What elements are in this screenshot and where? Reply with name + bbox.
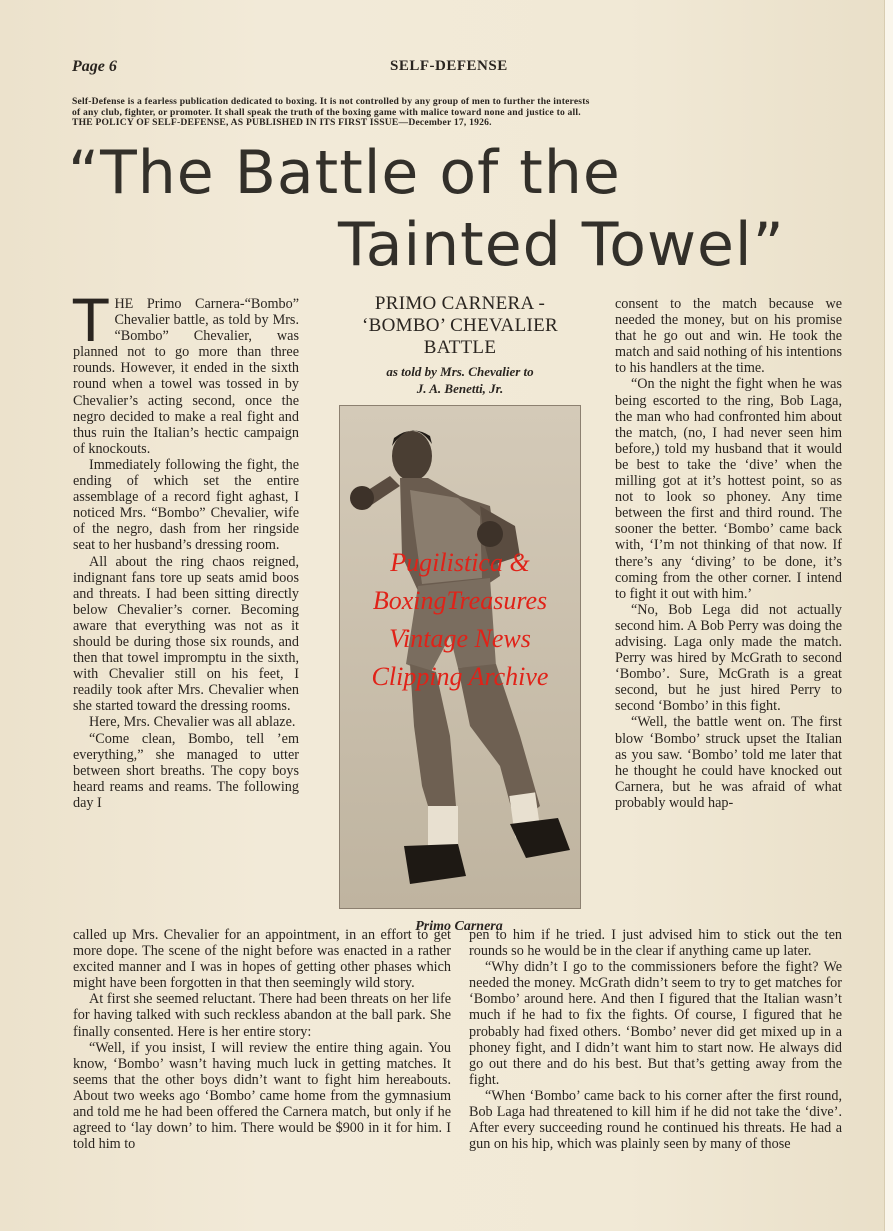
watermark-line: BoxingTreasures — [372, 586, 548, 615]
paragraph: Immediately following the fight, the ending of which set the entire assemblage of a record fight aghast, I noticed Mrs. “Bombo” Chevalier, wife of the negro, dash from her ringside seat to her husband’s dressing room. — [73, 456, 299, 554]
watermark-line: Pugilistica & — [390, 548, 530, 577]
paragraph: “Come clean, Bombo, tell ’em everything,” she managed to utter between short breaths. The copy boys heard reams and reams. The following day I — [73, 730, 299, 811]
policy-line: of any club, fighter, or promoter. It shall speak the truth of the boxing game with malice toward none and justice to all. — [72, 107, 581, 118]
paragraph: consent to the match because we needed the money, but on his promise that he go out and win. He took the match and said nothing of his intentions to his handlers at the time. — [615, 296, 842, 377]
paragraph: HE Primo Carnera-“Bombo” Chevalier battle, as told by Mrs. “Bombo” Chevalier, was planned not to go more than three rounds. However, it ended in the sixth round when a towel was tossed in by Chevalier’s acting second, once the negro decided to make a real fight and thus ruin the Italian’s hectic campaign of knockouts. — [73, 296, 299, 457]
photo-caption: Primo Carnera — [415, 919, 503, 934]
policy-line: Self-Defense is a fearless publication dedicated to boxing. It is not controlled by any group of men to further the interests — [72, 97, 590, 107]
paragraph: “Well, if you insist, I will review the entire thing again. You know, ‘Bombo’ wasn’t having much luck in getting matches. It seems that the other boys didn’t want to fight him hereabouts. About two weeks ago ‘Bombo’ came home from the gymnasium and told me he had been offered the Carnera match, but only if he agreed to ‘lay down’ to him. There would be $900 in it for him. I told him to — [73, 1039, 451, 1153]
subhead-line: BATTLE — [423, 337, 497, 358]
publication-name: SELF-DEFENSE — [390, 58, 508, 74]
paragraph: called up Mrs. Chevalier for an appointment, in an effort to get more dope. The scene of the night before was enacted in a rather excited manner and I was in hopes of getting other phases which might have been forgotten in that then seemingly wild story. — [73, 927, 451, 992]
paragraph: “On the night the fight when he was being escorted to the ring, Bob Laga, the man who had confronted him about the match, (no, I had never seen him before,) told my husband that it would be best to take the ‘dive’ when the milling got at it’s hottest point, so as not to look so phoney. Any time between the first and third round. The sooner the better. ‘Bombo’ came back with, ‘I’m not thinking of that now. If there’s any ‘diving’ to be done, it’s coming from the other corner. I intend to fight it out with him.’ — [615, 376, 842, 602]
subhead-line: PRIMO CARNERA - — [374, 293, 546, 314]
byline-line: as told by Mrs. Chevalier to — [386, 364, 534, 379]
paragraph: pen to him if he tried. I just advised him to stick out the ten rounds so he would be in the clear if anything came up later. — [469, 927, 842, 960]
article-column-lower-right — [469, 927, 842, 1152]
policy-statement — [72, 97, 844, 129]
article-column-lower-left — [73, 927, 451, 1152]
paragraph: At first she seemed reluctant. There had been threats on her life for having talked with such reckless abandon at the ball park. She finally consented. Here is her entire story: — [73, 991, 451, 1040]
headline-line-1: “The Battle of the — [68, 138, 621, 208]
policy-line: THE POLICY OF SELF-DEFENSE, AS PUBLISHED IN ITS FIRST ISSUE—December 17, 1926. — [72, 118, 492, 128]
watermark-line: Clipping Archive — [371, 662, 549, 691]
byline — [310, 363, 610, 397]
subhead-line: ‘BOMBO’ CHEVALIER — [362, 315, 558, 336]
archive-watermark — [330, 544, 590, 696]
article-column-1 — [73, 287, 299, 811]
subheadline — [310, 293, 610, 397]
drop-cap: T — [73, 287, 109, 355]
byline-line: J. A. Benetti, Jr. — [416, 381, 504, 396]
paragraph: “No, Bob Lega did not actually second him. A Bob Perry was doing the advising. Laga only made the match. Perry was hired by McGrath to second ‘Bombo’. Sure, McGrath is a great second, but he just hired Perry to second ‘Bombo’ in this fight. — [615, 601, 842, 715]
page-number: Page 6 — [72, 58, 117, 75]
paragraph: “When ‘Bombo’ came back to his corner after the first round, Bob Laga had threatened to kill him if he did not take the ‘dive’. After every succeeding round he continued his threats. He had a gun on his hip, which was plainly seen by many of those — [469, 1087, 842, 1153]
paragraph: “Why didn’t I go to the commissioners before the fight? We needed the money. McGrath didn’t seem to try to get matches for ‘Bombo’ around here. And then I figured that the Italian wasn’t much if he had to fix the fights. Of course, I figured that he probably had fixed others. ‘Bombo’ never did get mixed up in a phoney fight, and I didn’t want him to start now. He always did go out there and do his best. But that’s getting away from the fight. — [469, 959, 842, 1088]
paragraph: “Well, the battle went on. The first blow ‘Bombo’ struck upset the Italian as you saw. ‘Bombo’ told me later that he thought he could have knocked out Carnera, but he was afraid of what probably would hap- — [615, 714, 842, 811]
article-column-3 — [615, 296, 842, 811]
watermark-line: Vintage News — [389, 624, 531, 653]
paragraph: Here, Mrs. Chevalier was all ablaze. — [89, 714, 296, 731]
headline-line-2: Tainted Towel” — [338, 210, 785, 280]
page-edge — [884, 0, 893, 1231]
paragraph: All about the ring chaos reigned, indignant fans tore up seats amid boos and threats. I had been sitting directly below Chevalier’s corner. Becoming aware that everything was not as it should be during those six rounds, and then that towel impromptu in the sixth, with Chevalier still on his feet, I readily took after Mrs. Chevalier when she started toward the dressing rooms. — [73, 553, 299, 715]
